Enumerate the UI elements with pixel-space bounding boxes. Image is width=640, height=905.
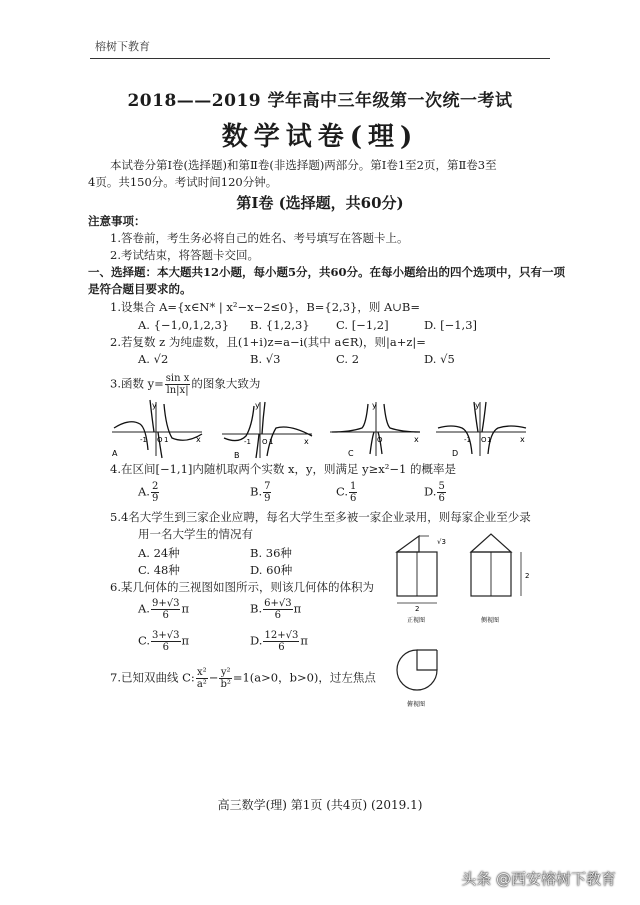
note-item-1: 1.答卷前，考生务必将自己的姓名、考号填写在答题卡上。 xyxy=(110,231,409,245)
q5-option-d: D. 60种 xyxy=(250,563,293,577)
q2-option-c: C. 2 xyxy=(336,352,360,366)
q4-a-frac xyxy=(151,481,159,504)
fig-sqrt3-label: √3 xyxy=(437,538,446,546)
q3-frac-num: sin x xyxy=(165,373,190,384)
q3-stem-post: 的图象大致为 xyxy=(191,376,261,391)
q2-option-d: D. √5 xyxy=(424,352,455,366)
q4-c-frac xyxy=(349,481,357,504)
q4-stem: 4.在区间[−1,1]内随机取两个实数 x，y，则满足 y≥x²−1 的概率是 xyxy=(110,462,456,476)
q3-stem xyxy=(110,373,260,396)
front-view xyxy=(397,536,446,624)
section-title: 第Ⅰ卷 (选择题，共60分) xyxy=(236,194,404,212)
q5-option-a: A. 24种 xyxy=(138,546,180,560)
fig-top-view-label: 俯视图 xyxy=(407,701,426,708)
q5-stem-2: 用一名大学生的情况有 xyxy=(138,527,253,541)
watermark: 头条 @西安榕树下教育 xyxy=(461,870,616,888)
q7-minus: − xyxy=(208,670,219,685)
q6-a-den: 6 xyxy=(162,610,169,621)
q6-c-pi: π xyxy=(181,633,190,648)
q3-fraction xyxy=(165,373,191,396)
q3-graph-a-o: O xyxy=(157,436,163,444)
q4-c-den: 6 xyxy=(350,493,357,504)
q6-stem: 6.某几何体的三视图如图所示，则该几何体的体积为 xyxy=(110,580,374,594)
intro-line-1: 本试卷分第Ⅰ卷(选择题)和第Ⅱ卷(非选择题)两部分。第Ⅰ卷1至2页，第Ⅱ卷3至 xyxy=(110,158,497,172)
q3-graph-a xyxy=(110,398,206,460)
q3-graph-b-o: O xyxy=(262,438,268,446)
q7-frac-1-den: a² xyxy=(196,679,207,690)
q4-c-label: C. xyxy=(336,484,349,499)
exam-title: 2018——2019 学年高中三年级第一次统一考试 xyxy=(127,91,513,111)
q1-stem: 1.设集合 A={x∈N* | x²−x−2≤0}，B={2,3}，则 A∪B= xyxy=(110,300,421,314)
q4-a-den: 9 xyxy=(151,493,159,504)
q4-a-num: 2 xyxy=(151,481,159,492)
q7-frac-1-num: x² xyxy=(196,667,207,678)
q1-option-d: D. [−1,3] xyxy=(424,318,478,332)
note-item-2: 2.考试结束，将答题卡交回。 xyxy=(110,248,259,262)
part1-instruction-2: 是符合题目要求的。 xyxy=(88,282,192,296)
fig-bottom-2-label: 2 xyxy=(415,605,420,613)
q3-graph-b-label: B xyxy=(234,451,240,460)
q6-c-num: 3+√3 xyxy=(152,630,180,641)
q3-graph-b-y: y xyxy=(255,401,260,410)
q2-stem: 2.若复数 z 为纯虚数，且(1+i)z=a−i(其中 a∈R)，则|a+z|= xyxy=(110,335,426,349)
q2-option-a: A. √2 xyxy=(138,352,169,366)
q3-graph-d-o: O xyxy=(481,436,487,444)
q3-graph-a-neg1: -1 xyxy=(140,436,147,444)
q6-d-pi: π xyxy=(300,633,308,648)
q4-option-d xyxy=(424,481,447,504)
q5-stem: 5.4名大学生到三家企业应聘，每名大学生至多被一家企业录用，则每家企业至少录 xyxy=(110,510,531,524)
q4-d-frac xyxy=(437,481,445,504)
q3-graph-b-x: x xyxy=(304,437,309,446)
q4-b-label: B. xyxy=(250,484,263,499)
q6-a-pi: π xyxy=(181,601,190,616)
q6-d-den: 6 xyxy=(278,642,285,653)
q7-frac-2-num: y² xyxy=(220,667,231,678)
q6-option-b xyxy=(250,598,301,621)
q7-frac-2 xyxy=(219,667,231,690)
q6-b-num: 6+√3 xyxy=(264,598,292,609)
fig-side-2-label: 2 xyxy=(525,572,530,580)
q6-a-frac xyxy=(151,598,180,621)
notes-heading: 注意事项： xyxy=(88,214,146,228)
paper-title: 数学试卷(理) xyxy=(221,122,419,152)
q3-graph-a-label: A xyxy=(112,449,118,458)
q6-c-label: C. xyxy=(138,633,151,648)
q3-graph-d-label: D xyxy=(452,449,459,458)
q6-a-label: A. xyxy=(138,601,150,616)
q6-d-frac xyxy=(263,630,299,653)
q3-graph-c-y: y xyxy=(372,401,377,410)
page-footer: 高三数学(理) 第1页 (共4页) (2019.1) xyxy=(217,798,423,812)
q6-b-den: 6 xyxy=(274,610,282,621)
q3-graph-d-one: 1 xyxy=(487,436,492,444)
q4-d-den: 6 xyxy=(438,493,445,504)
q6-three-view-figure xyxy=(385,530,545,720)
q4-option-c xyxy=(336,481,358,504)
brand-header: 榕树下教育 xyxy=(95,40,150,53)
q3-graph-c-o: O xyxy=(377,436,383,444)
q4-option-b xyxy=(250,481,272,504)
q7-frac-2-den: b² xyxy=(220,679,231,690)
q3-graph-c xyxy=(328,398,424,460)
q4-b-frac xyxy=(263,481,271,504)
q6-b-pi: π xyxy=(293,601,302,616)
q3-graph-d-x: x xyxy=(520,435,525,444)
q7-stem-post: =1(a>0，b>0)，过左焦点 xyxy=(232,670,376,685)
q4-option-a xyxy=(138,481,160,504)
q6-option-a xyxy=(138,598,189,621)
q7-stem xyxy=(110,667,376,690)
q6-d-num: 12+√3 xyxy=(264,630,299,641)
q3-graph-c-label: C xyxy=(348,449,354,458)
q6-c-den: 6 xyxy=(162,642,169,653)
q4-a-label: A. xyxy=(138,484,150,499)
q6-b-label: B. xyxy=(250,601,263,616)
q6-option-c xyxy=(138,630,189,653)
part1-instruction-1: 一、选择题：本大题共12小题，每小题5分，共60分。在每小题给出的四个选项中，只有一项 xyxy=(88,265,566,279)
q7-frac-1 xyxy=(196,667,208,690)
top-view xyxy=(397,650,437,708)
fig-side-view-label: 侧视图 xyxy=(481,617,500,624)
fig-front-view-label: 正视图 xyxy=(407,617,426,624)
side-view xyxy=(471,534,529,624)
q3-graph-a-x: x xyxy=(196,435,201,444)
q3-graph-a-one: 1 xyxy=(164,436,169,444)
q3-frac-den: ln|x| xyxy=(166,385,189,396)
intro-line-2: 4页。共150分。考试时间120分钟。 xyxy=(88,175,278,189)
q1-option-b: B. {1,2,3} xyxy=(250,318,310,332)
q4-d-num: 5 xyxy=(438,481,445,492)
q3-graph-b-neg1: -1 xyxy=(244,438,251,446)
q3-stem-pre: 3.函数 y= xyxy=(110,376,164,391)
q1-option-c: C. [−1,2] xyxy=(336,318,389,332)
q3-graph-d-y: y xyxy=(475,401,480,410)
q3-graph-d xyxy=(434,398,530,460)
q4-d-label: D. xyxy=(424,484,437,499)
q3-graph-d-neg1: -1 xyxy=(464,436,471,444)
q4-c-num: 1 xyxy=(350,481,357,492)
q4-b-num: 7 xyxy=(264,481,271,492)
q2-option-b: B. √3 xyxy=(250,352,281,366)
q6-b-frac xyxy=(263,598,292,621)
q3-graph-b-one: 1 xyxy=(269,438,274,446)
q1-option-a: A. {−1,0,1,2,3} xyxy=(138,318,230,332)
q6-c-frac xyxy=(151,630,180,653)
q3-graph-c-x: x xyxy=(414,435,419,444)
q5-option-c: C. 48种 xyxy=(138,563,180,577)
q7-stem-pre: 7.已知双曲线 C: xyxy=(110,670,195,685)
q3-graph-a-y: y xyxy=(152,401,157,410)
q5-option-b: B. 36种 xyxy=(250,546,292,560)
q6-a-num: 9+√3 xyxy=(151,598,180,609)
q4-b-den: 9 xyxy=(264,493,271,504)
header-rule xyxy=(90,58,550,59)
q6-option-d xyxy=(250,630,308,653)
q6-d-label: D. xyxy=(250,633,263,648)
q3-graph-b xyxy=(220,398,316,460)
